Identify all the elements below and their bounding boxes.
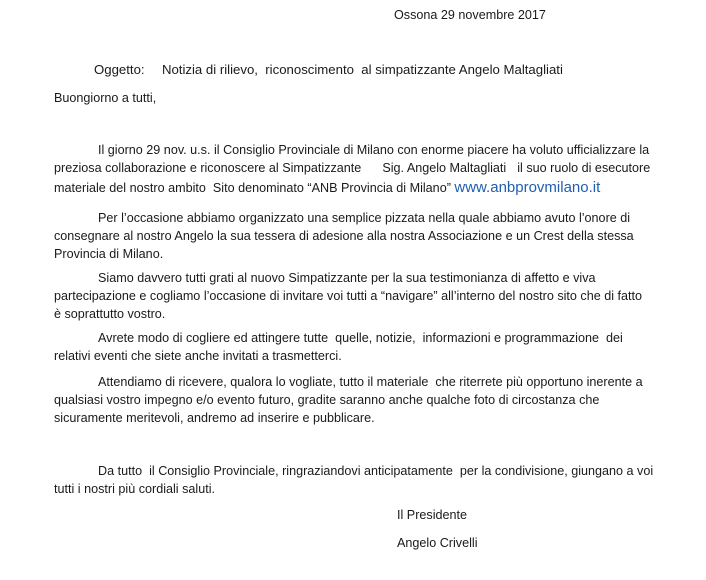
paragraph-3-line-3: è soprattutto vostro. [54,307,166,321]
signature-role: Il Presidente [397,508,468,522]
paragraph-4-line-2: relativi eventi che siete anche invitati a trasmetterci. [54,349,342,363]
paragraph-3-line-1: Siamo davvero tutti grati al nuovo Simpatizzante per la sua testimonianza di affetto e viva [98,271,596,285]
website-link[interactable]: www.anbprovmilano.it [454,179,601,196]
closing-line-2: tutti i nostri più cordiali saluti. [54,482,215,496]
letter-date: Ossona 29 novembre 2017 [394,8,546,22]
subject-text: Notizia di rilievo, riconoscimento al simpatizzante Angelo Maltagliati [161,62,563,77]
closing-line-1: Da tutto il Consiglio Provinciale, ringraziandovi anticipatamente per la condivisione, giungano a voi [98,464,654,478]
subject-line [94,62,563,77]
paragraph-1-line-2 [54,161,650,175]
paragraph-2-line-2: consegnare al nostro Angelo la sua tessera di adesione alla nostra Associazione e un Crest della stessa [54,229,634,243]
honoree-name: Sig. Angelo Maltagliati [382,161,507,175]
paragraph-2-line-3: Provincia di Milano. [54,247,164,261]
paragraph-5-line-2: qualsiasi vostro impegno e/o evento futuro, gradite saranno anche qualche foto di circostanza che [54,393,600,407]
paragraph-1-line-3 [54,179,600,196]
paragraph-3-line-2: partecipazione e cogliamo l’occasione di invitare voi tutti a “navigare” all’interno del nostro sito che di fatto [54,289,643,303]
paragraph-1-line-1: Il giorno 29 nov. u.s. il Consiglio Provinciale di Milano con enorme piacere ha voluto ufficializzare la [98,143,650,157]
paragraph-2-line-1: Per l’occasione abbiamo organizzato una semplice pizzata nella quale abbiamo avuto l’onore di [98,211,631,225]
paragraph-1-line-2-end: il suo ruolo di esecutore [517,161,651,175]
signature-name: Angelo Crivelli [397,536,478,550]
subject-label: Oggetto: [94,62,145,77]
paragraph-1-line-2-start: preziosa collaborazione e riconoscere al Simpatizzante [54,161,362,175]
paragraph-1-line-3-text: materiale del nostro ambito Sito denominato “ANB Provincia di Milano” [54,181,451,195]
greeting: Buongiorno a tutti, [54,91,157,105]
paragraph-5-line-1: Attendiamo di ricevere, qualora lo vogliate, tutto il materiale che riterrete più opportuno inerente a [98,375,643,389]
paragraph-5-line-3: sicuramente meritevoli, andremo ad inserire e pubblicare. [54,411,375,425]
paragraph-4-line-1: Avrete modo di cogliere ed attingere tutte quelle, notizie, informazioni e programmazione dei [98,331,623,345]
